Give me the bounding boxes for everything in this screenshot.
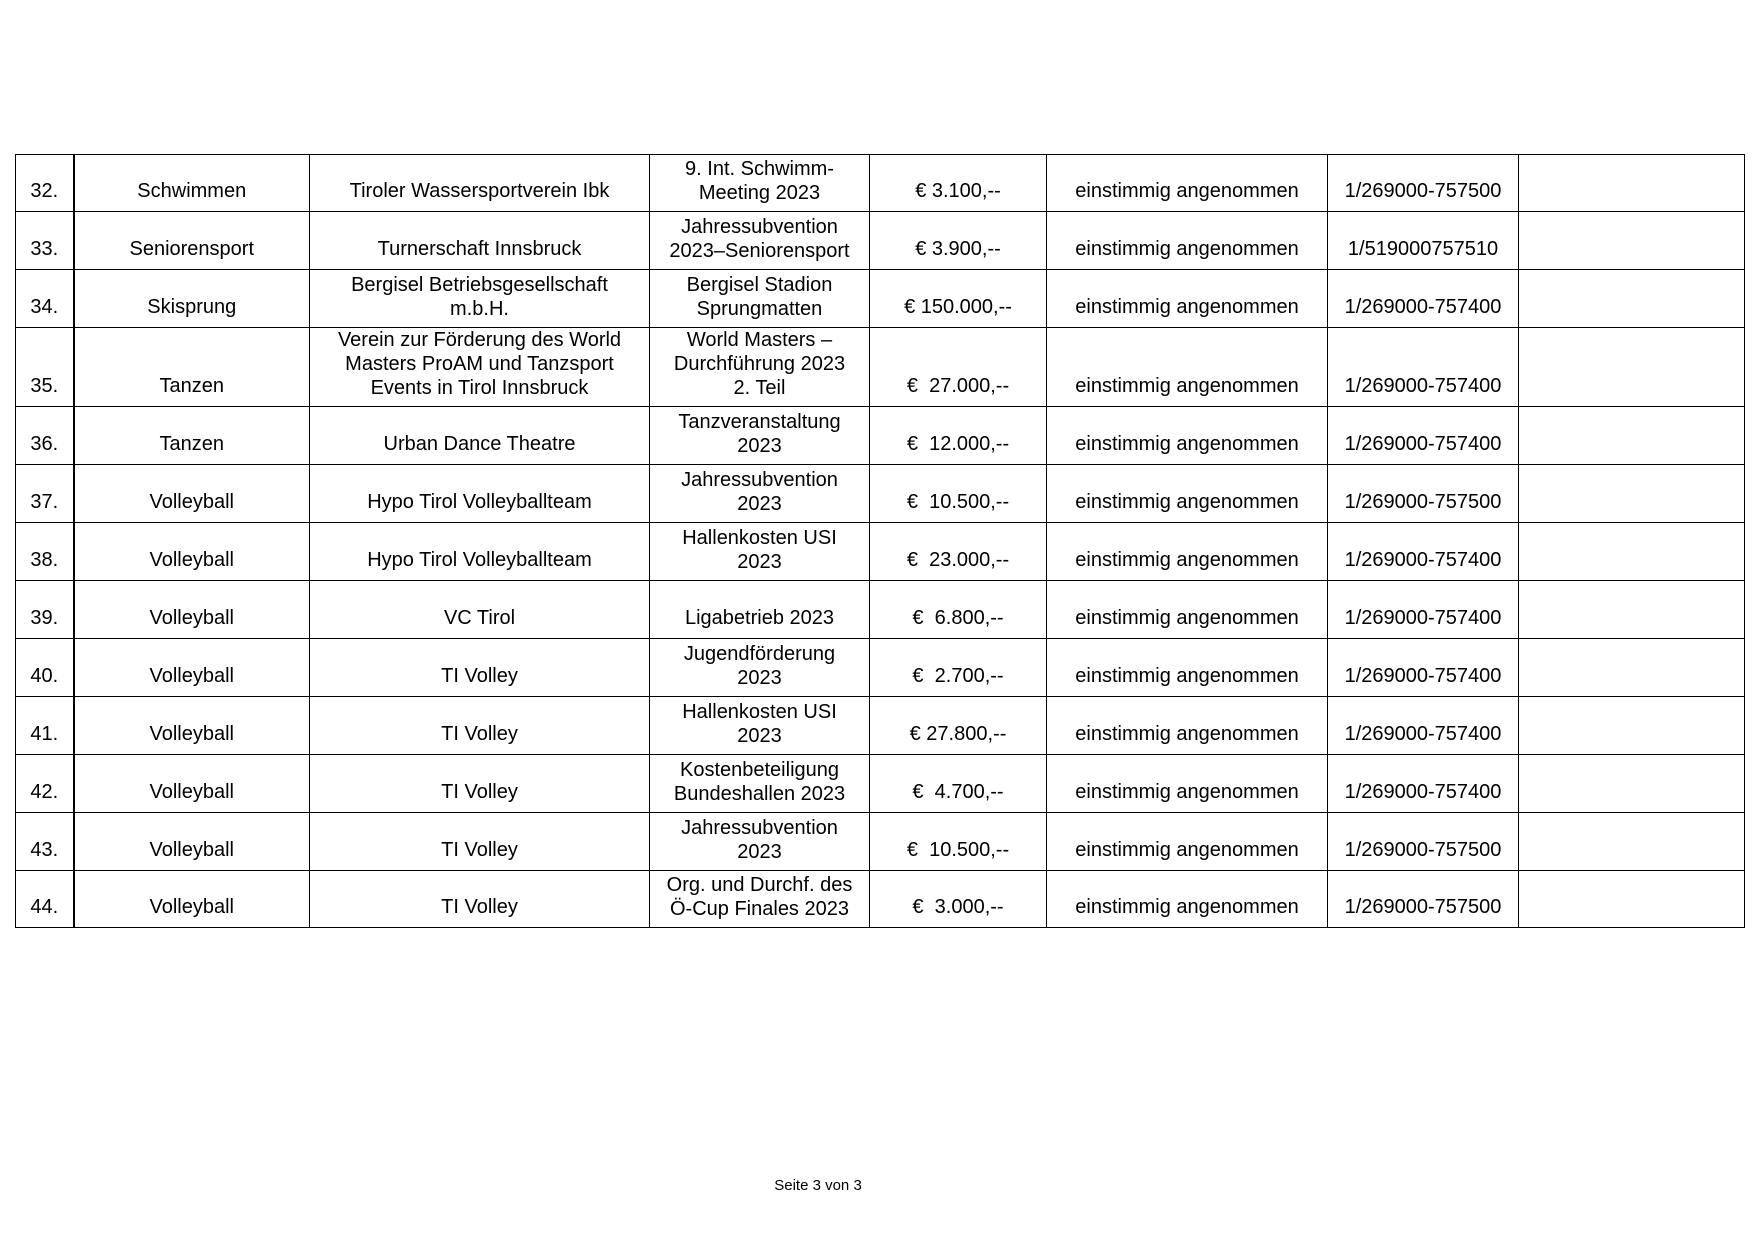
- cell-amount-text: € 3.100,--: [915, 180, 1001, 202]
- cell-purpose-line: Kostenbeteiligung: [679, 759, 839, 781]
- cell-organization: [310, 639, 650, 697]
- cell-note: [1519, 155, 1745, 212]
- cell-account-text: 1/269000-757500: [1344, 839, 1502, 861]
- cell-resolution: [1047, 270, 1328, 328]
- cell-account: [1328, 523, 1519, 581]
- cell-sport: [74, 871, 310, 928]
- cell-number: [16, 212, 74, 270]
- cell-purpose-line: Tanzveranstaltung: [678, 411, 841, 433]
- cell-account-text: 1/269000-757500: [1344, 491, 1502, 513]
- cell-amount-text: € 10.500,--: [906, 839, 1010, 861]
- cell-note: [1519, 407, 1745, 465]
- cell-sport-text: Volleyball: [149, 607, 234, 629]
- cell-organization: [310, 523, 650, 581]
- cell-account-text: 1/269000-757400: [1344, 296, 1502, 318]
- cell-number-text: 37.: [30, 491, 59, 513]
- cell-sport-text: Tanzen: [159, 433, 224, 455]
- cell-resolution-text: einstimmig angenommen: [1075, 238, 1299, 260]
- subsidy-table: [15, 154, 1745, 928]
- table-row: [16, 697, 1745, 755]
- cell-number: [16, 813, 74, 871]
- cell-resolution-text: einstimmig angenommen: [1075, 896, 1299, 918]
- cell-account: [1328, 270, 1519, 328]
- cell-amount-text: € 23.000,--: [906, 549, 1010, 571]
- cell-amount: [870, 155, 1047, 212]
- cell-account: [1328, 581, 1519, 639]
- cell-purpose: [650, 270, 870, 328]
- table-body: [16, 155, 1745, 928]
- cell-resolution-text: einstimmig angenommen: [1075, 491, 1299, 513]
- cell-note: [1519, 523, 1745, 581]
- cell-number-text: 41.: [30, 723, 59, 745]
- cell-account: [1328, 407, 1519, 465]
- cell-account-text: 1/269000-757400: [1344, 781, 1502, 803]
- cell-note: [1519, 328, 1745, 407]
- cell-organization: [310, 465, 650, 523]
- cell-organization: [310, 755, 650, 813]
- table-row: [16, 465, 1745, 523]
- cell-number-text: 36.: [30, 433, 59, 455]
- cell-organization: [310, 697, 650, 755]
- cell-account: [1328, 639, 1519, 697]
- cell-amount: [870, 755, 1047, 813]
- cell-resolution-text: einstimmig angenommen: [1075, 723, 1299, 745]
- cell-purpose-line: 2. Teil: [733, 377, 786, 399]
- cell-number-text: 44.: [30, 896, 59, 918]
- cell-sport: [74, 465, 310, 523]
- cell-purpose: [650, 755, 870, 813]
- cell-account: [1328, 755, 1519, 813]
- cell-resolution: [1047, 697, 1328, 755]
- cell-purpose: [650, 155, 870, 212]
- cell-number-text: 35.: [30, 375, 59, 397]
- cell-resolution: [1047, 155, 1328, 212]
- cell-organization-line: Verein zur Förderung des World: [337, 329, 622, 351]
- cell-account-text: 1/269000-757400: [1344, 433, 1502, 455]
- cell-purpose: [650, 212, 870, 270]
- cell-sport: [74, 407, 310, 465]
- cell-account-text: 1/269000-757400: [1344, 607, 1502, 629]
- cell-organization-line: Hypo Tirol Volleyballteam: [367, 491, 592, 513]
- cell-organization-line: TI Volley: [441, 723, 518, 745]
- cell-purpose-line: 2023: [737, 725, 782, 747]
- cell-organization-line: TI Volley: [441, 839, 518, 861]
- cell-purpose-line: Hallenkosten USI: [682, 527, 837, 549]
- cell-account: [1328, 465, 1519, 523]
- cell-account-text: 1/269000-757400: [1344, 665, 1502, 687]
- cell-purpose-line: Hallenkosten USI: [682, 701, 837, 723]
- cell-sport: [74, 328, 310, 407]
- table-row: [16, 639, 1745, 697]
- cell-purpose-line: Org. und Durchf. des: [666, 874, 853, 896]
- cell-number: [16, 407, 74, 465]
- cell-account-text: 1/269000-757500: [1344, 896, 1502, 918]
- cell-note: [1519, 581, 1745, 639]
- cell-amount-text: € 10.500,--: [906, 491, 1010, 513]
- cell-purpose: [650, 871, 870, 928]
- cell-resolution: [1047, 407, 1328, 465]
- cell-purpose-line: 2023–Seniorensport: [669, 240, 850, 262]
- cell-account: [1328, 328, 1519, 407]
- cell-purpose-line: 9. Int. Schwimm-: [685, 158, 834, 180]
- cell-number-text: 33.: [30, 238, 59, 260]
- cell-amount-text: € 3.900,--: [915, 238, 1001, 260]
- table-row: [16, 328, 1745, 407]
- cell-number-text: 34.: [30, 296, 59, 318]
- cell-sport: [74, 581, 310, 639]
- table-row: [16, 407, 1745, 465]
- cell-purpose: [650, 523, 870, 581]
- cell-sport: [74, 523, 310, 581]
- cell-organization: [310, 155, 650, 212]
- cell-number-text: 39.: [30, 607, 59, 629]
- cell-amount: [870, 465, 1047, 523]
- cell-account: [1328, 813, 1519, 871]
- cell-sport-text: Volleyball: [149, 665, 234, 687]
- cell-purpose-line: Jahressubvention: [681, 817, 838, 839]
- cell-account-text: 1/269000-757500: [1344, 180, 1502, 202]
- page-number: Seite 3 von 3: [774, 1177, 862, 1194]
- cell-purpose: [650, 639, 870, 697]
- cell-number: [16, 465, 74, 523]
- cell-organization-line: TI Volley: [441, 781, 518, 803]
- cell-note: [1519, 755, 1745, 813]
- cell-amount-text: € 150.000,--: [904, 296, 1012, 318]
- table-row: [16, 813, 1745, 871]
- cell-purpose-line: Jahressubvention: [681, 469, 838, 491]
- cell-sport-text: Volleyball: [149, 896, 234, 918]
- cell-account: [1328, 871, 1519, 928]
- cell-sport: [74, 639, 310, 697]
- cell-number-text: 38.: [30, 549, 59, 571]
- cell-note: [1519, 639, 1745, 697]
- cell-organization-line: Urban Dance Theatre: [383, 433, 576, 455]
- cell-amount-text: € 6.800,--: [912, 607, 1004, 629]
- cell-number-text: 32.: [30, 180, 59, 202]
- cell-amount-text: € 2.700,--: [912, 665, 1004, 687]
- cell-resolution-text: einstimmig angenommen: [1075, 433, 1299, 455]
- cell-sport-text: Volleyball: [149, 723, 234, 745]
- cell-amount: [870, 581, 1047, 639]
- cell-resolution-text: einstimmig angenommen: [1075, 549, 1299, 571]
- cell-number: [16, 581, 74, 639]
- cell-resolution-text: einstimmig angenommen: [1075, 839, 1299, 861]
- cell-sport-text: Schwimmen: [137, 180, 247, 202]
- cell-resolution: [1047, 523, 1328, 581]
- cell-amount-text: € 12.000,--: [906, 433, 1010, 455]
- cell-purpose: [650, 813, 870, 871]
- cell-purpose-line: Sprungmatten: [696, 298, 823, 320]
- table-row: [16, 212, 1745, 270]
- cell-sport: [74, 813, 310, 871]
- cell-organization-line: m.b.H.: [450, 298, 509, 320]
- cell-amount: [870, 407, 1047, 465]
- cell-organization: [310, 270, 650, 328]
- cell-organization: [310, 871, 650, 928]
- table-row: [16, 270, 1745, 328]
- cell-number: [16, 523, 74, 581]
- cell-sport-text: Tanzen: [159, 375, 224, 397]
- cell-sport-text: Volleyball: [149, 781, 234, 803]
- cell-purpose: [650, 697, 870, 755]
- cell-resolution-text: einstimmig angenommen: [1075, 607, 1299, 629]
- cell-purpose-line: Ö-Cup Finales 2023: [670, 898, 849, 920]
- cell-note: [1519, 813, 1745, 871]
- cell-sport: [74, 755, 310, 813]
- cell-purpose-line: Jugendförderung: [683, 643, 836, 665]
- cell-sport-text: Volleyball: [149, 491, 234, 513]
- cell-account: [1328, 212, 1519, 270]
- cell-amount-text: € 27.000,--: [906, 375, 1010, 397]
- cell-account: [1328, 697, 1519, 755]
- cell-sport-text: Volleyball: [149, 549, 234, 571]
- cell-purpose: [650, 328, 870, 407]
- cell-purpose-line: Ligabetrieb 2023: [684, 607, 834, 629]
- cell-note: [1519, 212, 1745, 270]
- cell-number-text: 40.: [30, 665, 59, 687]
- cell-number: [16, 871, 74, 928]
- cell-amount: [870, 328, 1047, 407]
- cell-amount-text: € 4.700,--: [912, 781, 1004, 803]
- cell-organization-line: TI Volley: [441, 896, 518, 918]
- cell-amount-text: € 3.000,--: [912, 896, 1004, 918]
- cell-amount: [870, 639, 1047, 697]
- cell-number-text: 43.: [30, 839, 59, 861]
- cell-resolution-text: einstimmig angenommen: [1075, 296, 1299, 318]
- cell-amount: [870, 871, 1047, 928]
- cell-purpose: [650, 465, 870, 523]
- cell-note: [1519, 465, 1745, 523]
- cell-number: [16, 697, 74, 755]
- cell-organization-line: Turnerschaft Innsbruck: [377, 238, 582, 260]
- cell-resolution: [1047, 212, 1328, 270]
- cell-sport-text: Skisprung: [147, 296, 237, 318]
- cell-organization-line: Hypo Tirol Volleyballteam: [367, 549, 592, 571]
- cell-account-text: 1/269000-757400: [1344, 375, 1502, 397]
- cell-organization: [310, 407, 650, 465]
- cell-resolution: [1047, 639, 1328, 697]
- cell-account-text: 1/269000-757400: [1344, 723, 1502, 745]
- cell-number: [16, 755, 74, 813]
- cell-organization-line: TI Volley: [441, 665, 518, 687]
- cell-purpose-line: Bergisel Stadion: [686, 274, 833, 296]
- cell-purpose-line: World Masters –: [686, 329, 833, 351]
- table-row: [16, 155, 1745, 212]
- cell-account: [1328, 155, 1519, 212]
- cell-purpose: [650, 407, 870, 465]
- cell-organization-line: Masters ProAM und Tanzsport: [345, 353, 614, 375]
- cell-organization-line: Events in Tirol Innsbruck: [370, 377, 589, 399]
- cell-amount: [870, 697, 1047, 755]
- table-row: [16, 523, 1745, 581]
- cell-amount: [870, 523, 1047, 581]
- table-row: [16, 755, 1745, 813]
- table-row: [16, 871, 1745, 928]
- cell-purpose-line: Jahressubvention: [681, 216, 838, 238]
- cell-organization-line: VC Tirol: [443, 607, 516, 629]
- cell-organization-line: Bergisel Betriebsgesellschaft: [351, 274, 608, 296]
- cell-note: [1519, 270, 1745, 328]
- cell-sport: [74, 697, 310, 755]
- cell-sport-text: Seniorensport: [129, 238, 255, 260]
- cell-resolution: [1047, 581, 1328, 639]
- cell-purpose-line: Bundeshallen 2023: [673, 783, 846, 805]
- cell-account-text: 1/269000-757400: [1344, 549, 1502, 571]
- cell-purpose-line: 2023: [737, 493, 782, 515]
- cell-resolution-text: einstimmig angenommen: [1075, 781, 1299, 803]
- cell-note: [1519, 871, 1745, 928]
- cell-number: [16, 328, 74, 407]
- cell-resolution-text: einstimmig angenommen: [1075, 180, 1299, 202]
- cell-amount: [870, 212, 1047, 270]
- cell-resolution-text: einstimmig angenommen: [1075, 375, 1299, 397]
- cell-resolution: [1047, 813, 1328, 871]
- cell-purpose-line: 2023: [737, 551, 782, 573]
- cell-sport: [74, 155, 310, 212]
- cell-purpose-line: 2023: [737, 667, 782, 689]
- cell-purpose: [650, 581, 870, 639]
- cell-purpose-line: Durchführung 2023: [673, 353, 846, 375]
- cell-sport: [74, 212, 310, 270]
- cell-organization: [310, 328, 650, 407]
- cell-number: [16, 270, 74, 328]
- cell-resolution: [1047, 755, 1328, 813]
- cell-resolution-text: einstimmig angenommen: [1075, 665, 1299, 687]
- cell-amount-text: € 27.800,--: [909, 723, 1007, 745]
- cell-amount: [870, 270, 1047, 328]
- cell-sport: [74, 270, 310, 328]
- cell-resolution: [1047, 465, 1328, 523]
- cell-amount: [870, 813, 1047, 871]
- cell-purpose-line: 2023: [737, 435, 782, 457]
- cell-account-text: 1/519000757510: [1347, 238, 1499, 260]
- cell-sport-text: Volleyball: [149, 839, 234, 861]
- cell-resolution: [1047, 328, 1328, 407]
- cell-number: [16, 155, 74, 212]
- cell-purpose-line: 2023: [737, 841, 782, 863]
- cell-number: [16, 639, 74, 697]
- table-row: [16, 581, 1745, 639]
- cell-organization: [310, 813, 650, 871]
- cell-note: [1519, 697, 1745, 755]
- cell-resolution: [1047, 871, 1328, 928]
- cell-organization: [310, 581, 650, 639]
- cell-number-text: 42.: [30, 781, 59, 803]
- cell-organization: [310, 212, 650, 270]
- cell-organization-line: Tiroler Wassersportverein Ibk: [349, 180, 610, 202]
- cell-purpose-line: Meeting 2023: [698, 182, 821, 204]
